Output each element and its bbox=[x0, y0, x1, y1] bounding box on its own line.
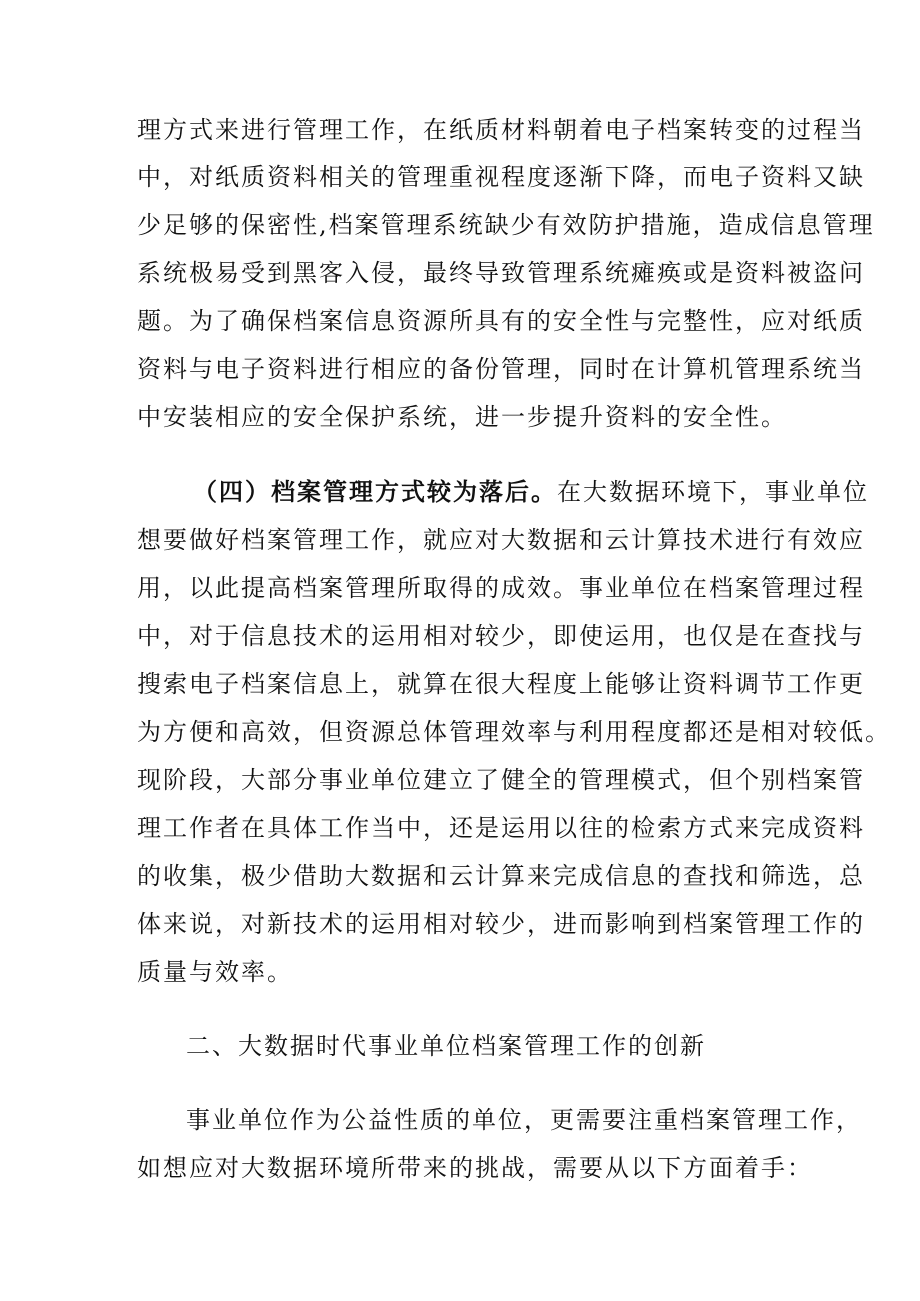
paragraph-1-line-5: 题。为了确保档案信息资源所具有的安全性与完整性，应对纸质 bbox=[137, 307, 865, 335]
section-heading: 二、大数据时代事业单位档案管理工作的创新 bbox=[186, 1032, 706, 1060]
paragraph-1-line-1: 理方式来进行管理工作，在纸质材料朝着电子档案转变的过程当 bbox=[137, 116, 865, 144]
paragraph-2-line-8: 理工作者在具体工作当中，还是运用以往的检索方式来完成资料 bbox=[137, 814, 865, 842]
paragraph-2-line-1 bbox=[193, 477, 869, 507]
paragraph-1-line-7: 中安装相应的安全保护系统，进一步提升资料的安全性。 bbox=[137, 403, 787, 431]
paragraph-1-line-6: 资料与电子资料进行相应的备份管理，同时在计算机管理系统当 bbox=[137, 355, 865, 383]
paragraph-2-first-line-rest: 在大数据环境下，事业单位 bbox=[557, 478, 869, 506]
paragraph-2-line-6: 为方便和高效，但资源总体管理效率与利用程度都还是相对较低。 bbox=[137, 718, 891, 746]
paragraph-2-line-11: 质量与效率。 bbox=[137, 958, 293, 986]
paragraph-2-line-7: 现阶段，大部分事业单位建立了健全的管理模式，但个别档案管 bbox=[137, 766, 865, 794]
paragraph-2-line-3: 用，以此提高档案管理所取得的成效。事业单位在档案管理过程 bbox=[137, 574, 865, 602]
paragraph-3-line-1: 事业单位作为公益性质的单位，更需要注重档案管理工作， bbox=[186, 1106, 862, 1134]
paragraph-2-line-10: 体来说，对新技术的运用相对较少，进而影响到档案管理工作的 bbox=[137, 910, 865, 938]
paragraph-3-line-2: 如想应对大数据环境所带来的挑战，需要从以下方面着手： bbox=[137, 1154, 813, 1182]
paragraph-2-line-2: 想要做好档案管理工作，就应对大数据和云计算技术进行有效应 bbox=[137, 526, 865, 554]
paragraph-2-line-5: 搜索电子档案信息上，就算在很大程度上能够让资料调节工作更 bbox=[137, 670, 865, 698]
paragraph-1-line-3: 少足够的保密性,档案管理系统缺少有效防护措施，造成信息管理 bbox=[137, 211, 875, 239]
paragraph-1-line-2: 中，对纸质资料相关的管理重视程度逐渐下降，而电子资料又缺 bbox=[137, 163, 865, 191]
paragraph-2-line-4: 中，对于信息技术的运用相对较少，即使运用，也仅是在查找与 bbox=[137, 622, 865, 650]
paragraph-2-line-9: 的收集，极少借助大数据和云计算来完成信息的查找和筛选，总 bbox=[137, 862, 865, 890]
paragraph-2-heading: （四）档案管理方式较为落后。 bbox=[193, 477, 557, 506]
paragraph-1-line-4: 系统极易受到黑客入侵，最终导致管理系统瘫痪或是资料被盗问 bbox=[137, 259, 865, 287]
